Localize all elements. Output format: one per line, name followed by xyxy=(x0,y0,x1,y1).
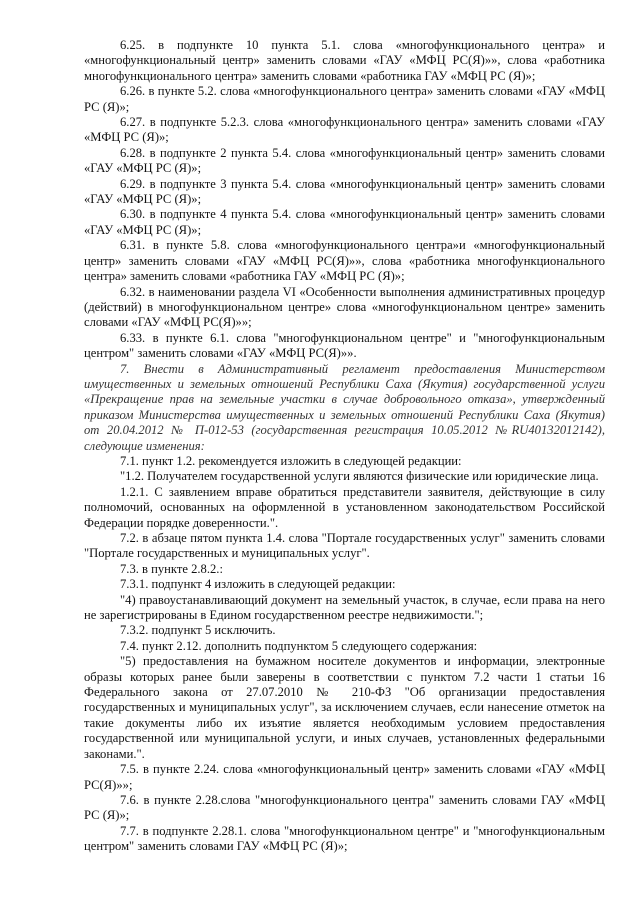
paragraph-7-1: 7.1. пункт 1.2. рекомендуется изложить в следующей редакции: xyxy=(120,453,462,468)
paragraph-6-25: 6.25. в подпункте 10 пункта 5.1. слова «многофункционального центра» и «многофункциональный центр» заменить словами «ГАУ «МФЦ РС(Я)»», слова «работника многофункционального центра» заменить словами «работника ГАУ «МФЦ РС (Я)»; xyxy=(84,38,605,83)
paragraph-subitem-4: "4) правоустанавливающий документ на земельный участок, в случае, если права на него не зарегистрированы в Едином государственном реестре недвижимости."; xyxy=(84,592,605,623)
paragraph-1-2-1: 1.2.1. С заявлением вправе обратиться представители заявителя, действующие в силу полномочий, основанных на оформленной в установленном законодательством Российской Федерации порядке доверенности.". xyxy=(84,484,605,530)
paragraph-6-32: 6.32. в наименовании раздела VI «Особенности выполнения административных процедур (действий) в многофункциональном центре» слова «многофункциональном центре» заменить словами «ГАУ «МФЦ РС(Я)»»; xyxy=(84,284,605,330)
paragraph-7-7: 7.7. в подпункте 2.28.1. слова "многофункциональном центре" и "многофункциональным центром" заменить словами ГАУ «МФЦ РС (Я)»; xyxy=(84,823,605,854)
paragraph-7-3-2: 7.3.2. подпункт 5 исключить. xyxy=(120,623,276,638)
paragraph-7-3-1: 7.3.1. подпункт 4 изложить в следующей редакции: xyxy=(120,577,396,592)
document-page xyxy=(84,38,605,855)
paragraph-6-28: 6.28. в подпункте 2 пункта 5.4. слова «многофункциональный центр» заменить словами «ГАУ «МФЦ РС (Я)»; xyxy=(84,145,605,176)
paragraph-6-29: 6.29. в подпункте 3 пункта 5.4. слова «многофункциональный центр» заменить словами «ГАУ «МФЦ РС (Я)»; xyxy=(84,176,605,207)
paragraph-1-2: "1.2. Получателем государственной услуги являются физические или юридические лица. xyxy=(120,469,599,484)
paragraph-7-5: 7.5. в пункте 2.24. слова «многофункциональный центр» заменить словами «ГАУ «МФЦ РС(Я)»»; xyxy=(84,762,605,792)
paragraph-6-26: 6.26. в пункте 5.2. слова «многофункционального центра» заменить словами «ГАУ «МФЦ РС (Я)»; xyxy=(84,84,605,114)
paragraph-6-27: 6.27. в подпункте 5.2.3. слова «многофункционального центра» заменить словами «ГАУ «МФЦ РС (Я)»; xyxy=(84,115,605,145)
paragraph-7-intro: 7. Внести в Административный регламент предоставления Министерством имущественных и земельных отношений Республики Саха (Якутия) государственной услуги «Прекращение прав на земельные участки в случае добровольного отказа», утвержденный приказом Министерства имущественных и земельных отношений Республики Саха (Якутия) от 20.04.2012 № П-012-53 (государственная регистрация 10.05.2012 №RU40132012142), следующие изменения: xyxy=(84,361,605,453)
paragraph-7-3: 7.3. в пункте 2.8.2.: xyxy=(120,561,223,576)
paragraph-6-33: 6.33. в пункте 6.1. слова "многофункциональном центре" и "многофункциональным центром" заменить словами «ГАУ «МФЦ РС(Я)»». xyxy=(84,330,605,361)
paragraph-7-6: 7.6. в пункте 2.28.слова "многофункционального центра" заменить словами ГАУ «МФЦ РС (Я)»; xyxy=(84,792,605,823)
paragraph-6-30: 6.30. в подпункте 4 пункта 5.4. слова «многофункциональный центр» заменить словами «ГАУ «МФЦ РС (Я)»; xyxy=(84,207,605,237)
paragraph-7-2: 7.2. в абзаце пятом пункта 1.4. слова "Портале государственных услуг" заменить словами "Портале государственных и муниципальных услуг". xyxy=(84,531,605,561)
paragraph-6-31: 6.31. в пункте 5.8. слова «многофункционального центра»и «многофункциональный центр» заменить словами «ГАУ «МФЦ РС(Я)»», слова «работника многофункционального центра» заменить словами «работника ГАУ «МФЦ РС (Я)»; xyxy=(84,238,605,284)
paragraph-7-4: 7.4. пункт 2.12. дополнить подпунктом 5 следующего содержания: xyxy=(120,638,478,653)
paragraph-subitem-5: "5) предоставления на бумажном носителе документов и информации, электронные образы которых ранее были заверены в соответствии с пунктом 7.2 части 1 статьи 16 Федерального закона от 27.07.2010 № 210-ФЗ "Об организации предоставления государственных и муниципальных услуг", за исключением случаев, если нанесение отметок на такие документы либо их изъятие является необходимым условием предоставления государственной или муниципальной услуги, и иных случаев, установленных федеральными законами.". xyxy=(84,654,605,761)
